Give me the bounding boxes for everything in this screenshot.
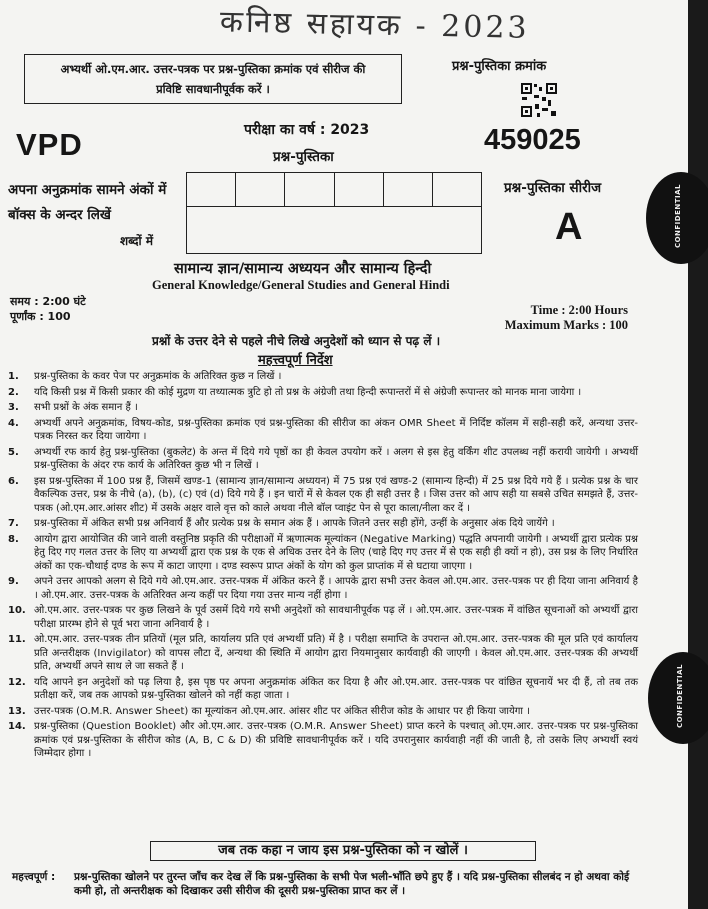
roll-digit-box[interactable]	[285, 173, 334, 206]
confidential-seal	[648, 652, 708, 744]
time-marks-english	[488, 303, 628, 333]
instruction-item: 8. आयोग द्वारा आयोजित की जाने वाली वस्तुनिष्ठ प्रकृति की परीक्षाओं में ऋणात्मक मूल्यांकन (Negative Marking) पद्धति अपनायी जायेगी । अभ्यर्थी द्वारा प्रत्येक प्रश्न हेतु दिए गए गलत उत्तर के लिए या अभ्यर्थी द्वारा एक प्रश्न के एक से अधिक उत्तर देने के लिए (चाहे दिए गए उत्तर में से एक सही ही क्यों न हो), उस प्रश्न के लिए निर्धारित अंकों का एक-चौथाई दण्ड के रूप में काटा जाएगा । दण्ड स्वरूप प्राप्त अंकों के योग को कुल प्राप्तांक में से घटाया जाएगा ।	[8, 533, 638, 572]
roll-digit-box[interactable]	[384, 173, 433, 206]
roll-number-label	[8, 178, 166, 228]
marks-hindi: पूर्णांक : 100	[10, 310, 71, 323]
confidential-seal	[646, 172, 708, 264]
time-hindi: समय : 2:00 घंटे	[10, 295, 86, 308]
roll-digit-box[interactable]	[187, 173, 236, 206]
instruction-item: 6. इस प्रश्न-पुस्तिका में 100 प्रश्न हैं, जिसमें खण्ड-1 (सामान्य ज्ञान/सामान्य अध्ययन) में 75 प्रश्न एवं खण्ड-2 (सामान्य हिन्दी) में 25 प्रश्न दिये गये हैं । प्रत्येक प्रश्न के चार वैकल्पिक उत्तर, प्रश्न के नीचे (a), (b), (c) एवं (d) दिये गये हैं । इन चारों में से केवल एक ही सही उत्तर है । जिस उत्तर को आप सही या सबसे उचित समझते हैं, उत्तर-पत्रक (ओ.एम.आर.आंसर शीट) में उसके अक्षर वाले वृत्त को काले अथवा नीले बॉल प्वाइंट पेन से पूरा काला/नीला कर दें ।	[8, 475, 638, 514]
roll-label-line-2: बॉक्स के अन्दर लिखें	[8, 207, 111, 223]
page-edge-shadow	[688, 0, 708, 909]
in-words-label: शब्दों में	[120, 234, 153, 248]
roll-digit-box[interactable]	[335, 173, 384, 206]
read-instructions-note: प्रश्नों के उत्तर देने से पहले नीचे लिखे अनुदेशों को ध्यान से पढ़ लें ।	[152, 334, 441, 348]
qr-code-icon	[520, 82, 558, 118]
instruction-item: 9. अपने उत्तर आपको अलग से दिये गये ओ.एम.आर. उत्तर-पत्रक में अंकित करने हैं । आपके द्वारा सभी उत्तर केवल ओ.एम.आर. उत्तर-पत्रक पर ही दिया जाना अनिवार्य है । ओ.एम.आर. उत्तर-पत्रक के अतिरिक्त अन्य कहीं पर दिया गया उत्तर मान्य नहीं होगा ।	[8, 576, 638, 601]
question-booklet-heading: प्रश्न-पुस्तिका	[273, 149, 334, 165]
instructions-list	[8, 370, 638, 763]
seal-text: CONFIDENTIAL	[676, 664, 684, 729]
subject-title-hindi: सामान्य ज्ञान/सामान्य अध्ययन और सामान्य हिन्दी	[174, 261, 432, 277]
notice-box	[24, 54, 402, 104]
paper-code: VPD	[16, 127, 83, 162]
seal-text: CONFIDENTIAL	[674, 184, 682, 249]
booklet-number: 459025	[484, 124, 581, 156]
important-footnote-text: प्रश्न-पुस्तिका खोलने पर तुरन्त जाँच कर देख लें कि प्रश्न-पुस्तिका के सभी पेज भली-भाँति छपे हुए हैं । यदि प्रश्न-पुस्तिका सीलबंद न हो अथवा कोई कमी हो, तो अन्तरीक्षक को दिखाकर उसी सीरीज की दूसरी प्रश्न-पुस्तिका प्राप्त कर लें ।	[74, 871, 630, 897]
instruction-item: 12. यदि आपने इन अनुदेशों को पढ़ लिया है, इस पृष्ठ पर अपना अनुक्रमांक अंकित कर दिया है और ओ.एम.आर. उत्तर-पत्रक पर वांछित सूचनायें भर दी हैं, तो तब तक प्रतीक्षा करें, जब तक आपको प्रश्न-पुस्तिका खोलने को नहीं कहा जाता ।	[8, 676, 638, 701]
instruction-item: 2. यदि किसी प्रश्न में किसी प्रकार की कोई मुद्रण या तथ्यात्मक त्रुटि हो तो प्रश्न के अंग्रेजी तथा हिन्दी रूपान्तरों में से अंग्रेजी रूपान्तर को मानक माना जायेगा ।	[8, 386, 582, 398]
booklet-series-value: A	[555, 206, 583, 248]
exam-year: परीक्षा का वर्ष : 2023	[244, 122, 370, 138]
marks-english: Maximum Marks : 100	[504, 318, 628, 332]
roll-label-line-1: अपना अनुक्रमांक सामने अंकों में	[8, 182, 167, 198]
instruction-item: 3. सभी प्रश्नों के अंक समान हैं ।	[8, 402, 138, 414]
subject-title-english: General Knowledge/General Studies and General Hindi	[152, 278, 450, 292]
instruction-item: 7. प्रश्न-पुस्तिका में अंकित सभी प्रश्न अनिवार्य हैं और प्रत्येक प्रश्न के समान अंक हैं । आपके जितने उत्तर सही होंगे, उन्हीं के अनुसार अंक दिये जायेंगे ।	[8, 518, 555, 530]
instruction-item: 14. प्रश्न-पुस्तिका (Question Booklet) और ओ.एम.आर. उत्तर-पत्रक (O.M.R. Answer Sheet) प्राप्त करने के पश्चात् ओ.एम.आर. उत्तर-पत्रक पर प्रश्न-पुस्तिका क्रमांक एवं प्रश्न-पुस्तिका के सीरीज कोड (A, B, C & D) की प्रविष्टि सावधानीपूर्वक करें । यदि उपरानुसार कार्यवाही नहीं की जाती है, तो उसके लिए अभ्यर्थी स्वयं जिम्मेदार होगा ।	[8, 721, 638, 759]
important-footnote	[12, 870, 632, 898]
instruction-item: 11. ओ.एम.आर. उत्तर-पत्रक तीन प्रतियों (मूल प्रति, कार्यालय प्रति एवं अभ्यर्थी प्रति) में है । परीक्षा समाप्ति के उपरान्त ओ.एम.आर. उत्तर-पत्रक की मूल प्रति एवं कार्यालय प्रति अन्तरीक्षक (Invigilator) को वापस लौटा दें, अन्यथा की स्थिति में आयोग द्वारा नियमानुसार कार्यवाही की जाएगी । केवल ओ.एम.आर. उत्तर-पत्रक की अभ्यर्थी प्रति, अभ्यर्थी अपने साथ ले जा सकते हैं ।	[8, 634, 638, 672]
roll-digit-box[interactable]	[433, 173, 481, 206]
important-footnote-label: महत्त्वपूर्ण :	[12, 871, 56, 883]
time-marks-hindi	[10, 294, 86, 324]
roll-digit-box[interactable]	[236, 173, 285, 206]
important-instructions-heading: महत्त्वपूर्ण निर्देश	[258, 353, 333, 368]
booklet-series-label: प्रश्न-पुस्तिका सीरीज	[504, 180, 602, 196]
handwritten-post-title: कनिष्ठ सहायक - 2023	[219, 4, 530, 46]
instruction-item: 13. उत्तर-पत्रक (O.M.R. Answer Sheet) का मूल्यांकन ओ.एम.आर. आंसर शीट पर अंकित सीरीज कोड के आधार पर ही किया जायेगा ।	[8, 705, 530, 717]
instruction-item: 10. ओ.एम.आर. उत्तर-पत्रक पर कुछ लिखने के पूर्व उसमें दिये गये सभी अनुदेशों को सावधानीपूर्वक पढ़ लें । ओ.एम.आर. उत्तर-पत्रक में वांछित सूचनाओं को अभ्यर्थी द्वारा परीक्षा प्रारम्भ होने से पूर्व भरा जाना अनिवार्य है ।	[8, 605, 638, 630]
booklet-serial-label: प्रश्न-पुस्तिका क्रमांक	[452, 59, 547, 74]
notice-line-2: प्रविष्टि सावधानीपूर्वक करें ।	[156, 82, 270, 96]
notice-line-1: अभ्यर्थी ओ.एम.आर. उत्तर-पत्रक पर प्रश्न-पुस्तिका क्रमांक एवं सीरीज की	[60, 62, 366, 76]
instruction-item: 5. अभ्यर्थी रफ कार्य हेतु प्रश्न-पुस्तिका (बुकलेट) के अन्त में दिये गये पृष्ठों का ही केवल उपयोग करें । अलग से इस हेतु वर्किंग शीट उपलब्ध नहीं करायी जायेगी । अभ्यर्थी प्रश्न-पुस्तिका के अंदर रफ कार्य के अतिरिक्त कुछ भी न लिखें ।	[8, 446, 638, 472]
do-not-open-warning: जब तक कहा न जाय इस प्रश्न-पुस्तिका को न खोलें ।	[150, 841, 536, 861]
roll-number-digit-boxes[interactable]	[186, 172, 482, 207]
instruction-item: 1. प्रश्न-पुस्तिका के कवर पेज पर अनुक्रमांक के अतिरिक्त कुछ न लिखें ।	[8, 371, 282, 382]
time-english: Time : 2:00 Hours	[530, 303, 628, 317]
instruction-item: 4. अभ्यर्थी अपने अनुक्रमांक, विषय-कोड, प्रश्न-पुस्तिका क्रमांक एवं प्रश्न-पुस्तिका की सीरीज का अंकन OMR Sheet में निर्दिष्ट कॉलम में सही-सही करें, अन्यथा उत्तर-पत्रक निरस्त कर दिया जायेगा ।	[8, 417, 638, 443]
roll-number-words-box[interactable]	[186, 206, 482, 254]
